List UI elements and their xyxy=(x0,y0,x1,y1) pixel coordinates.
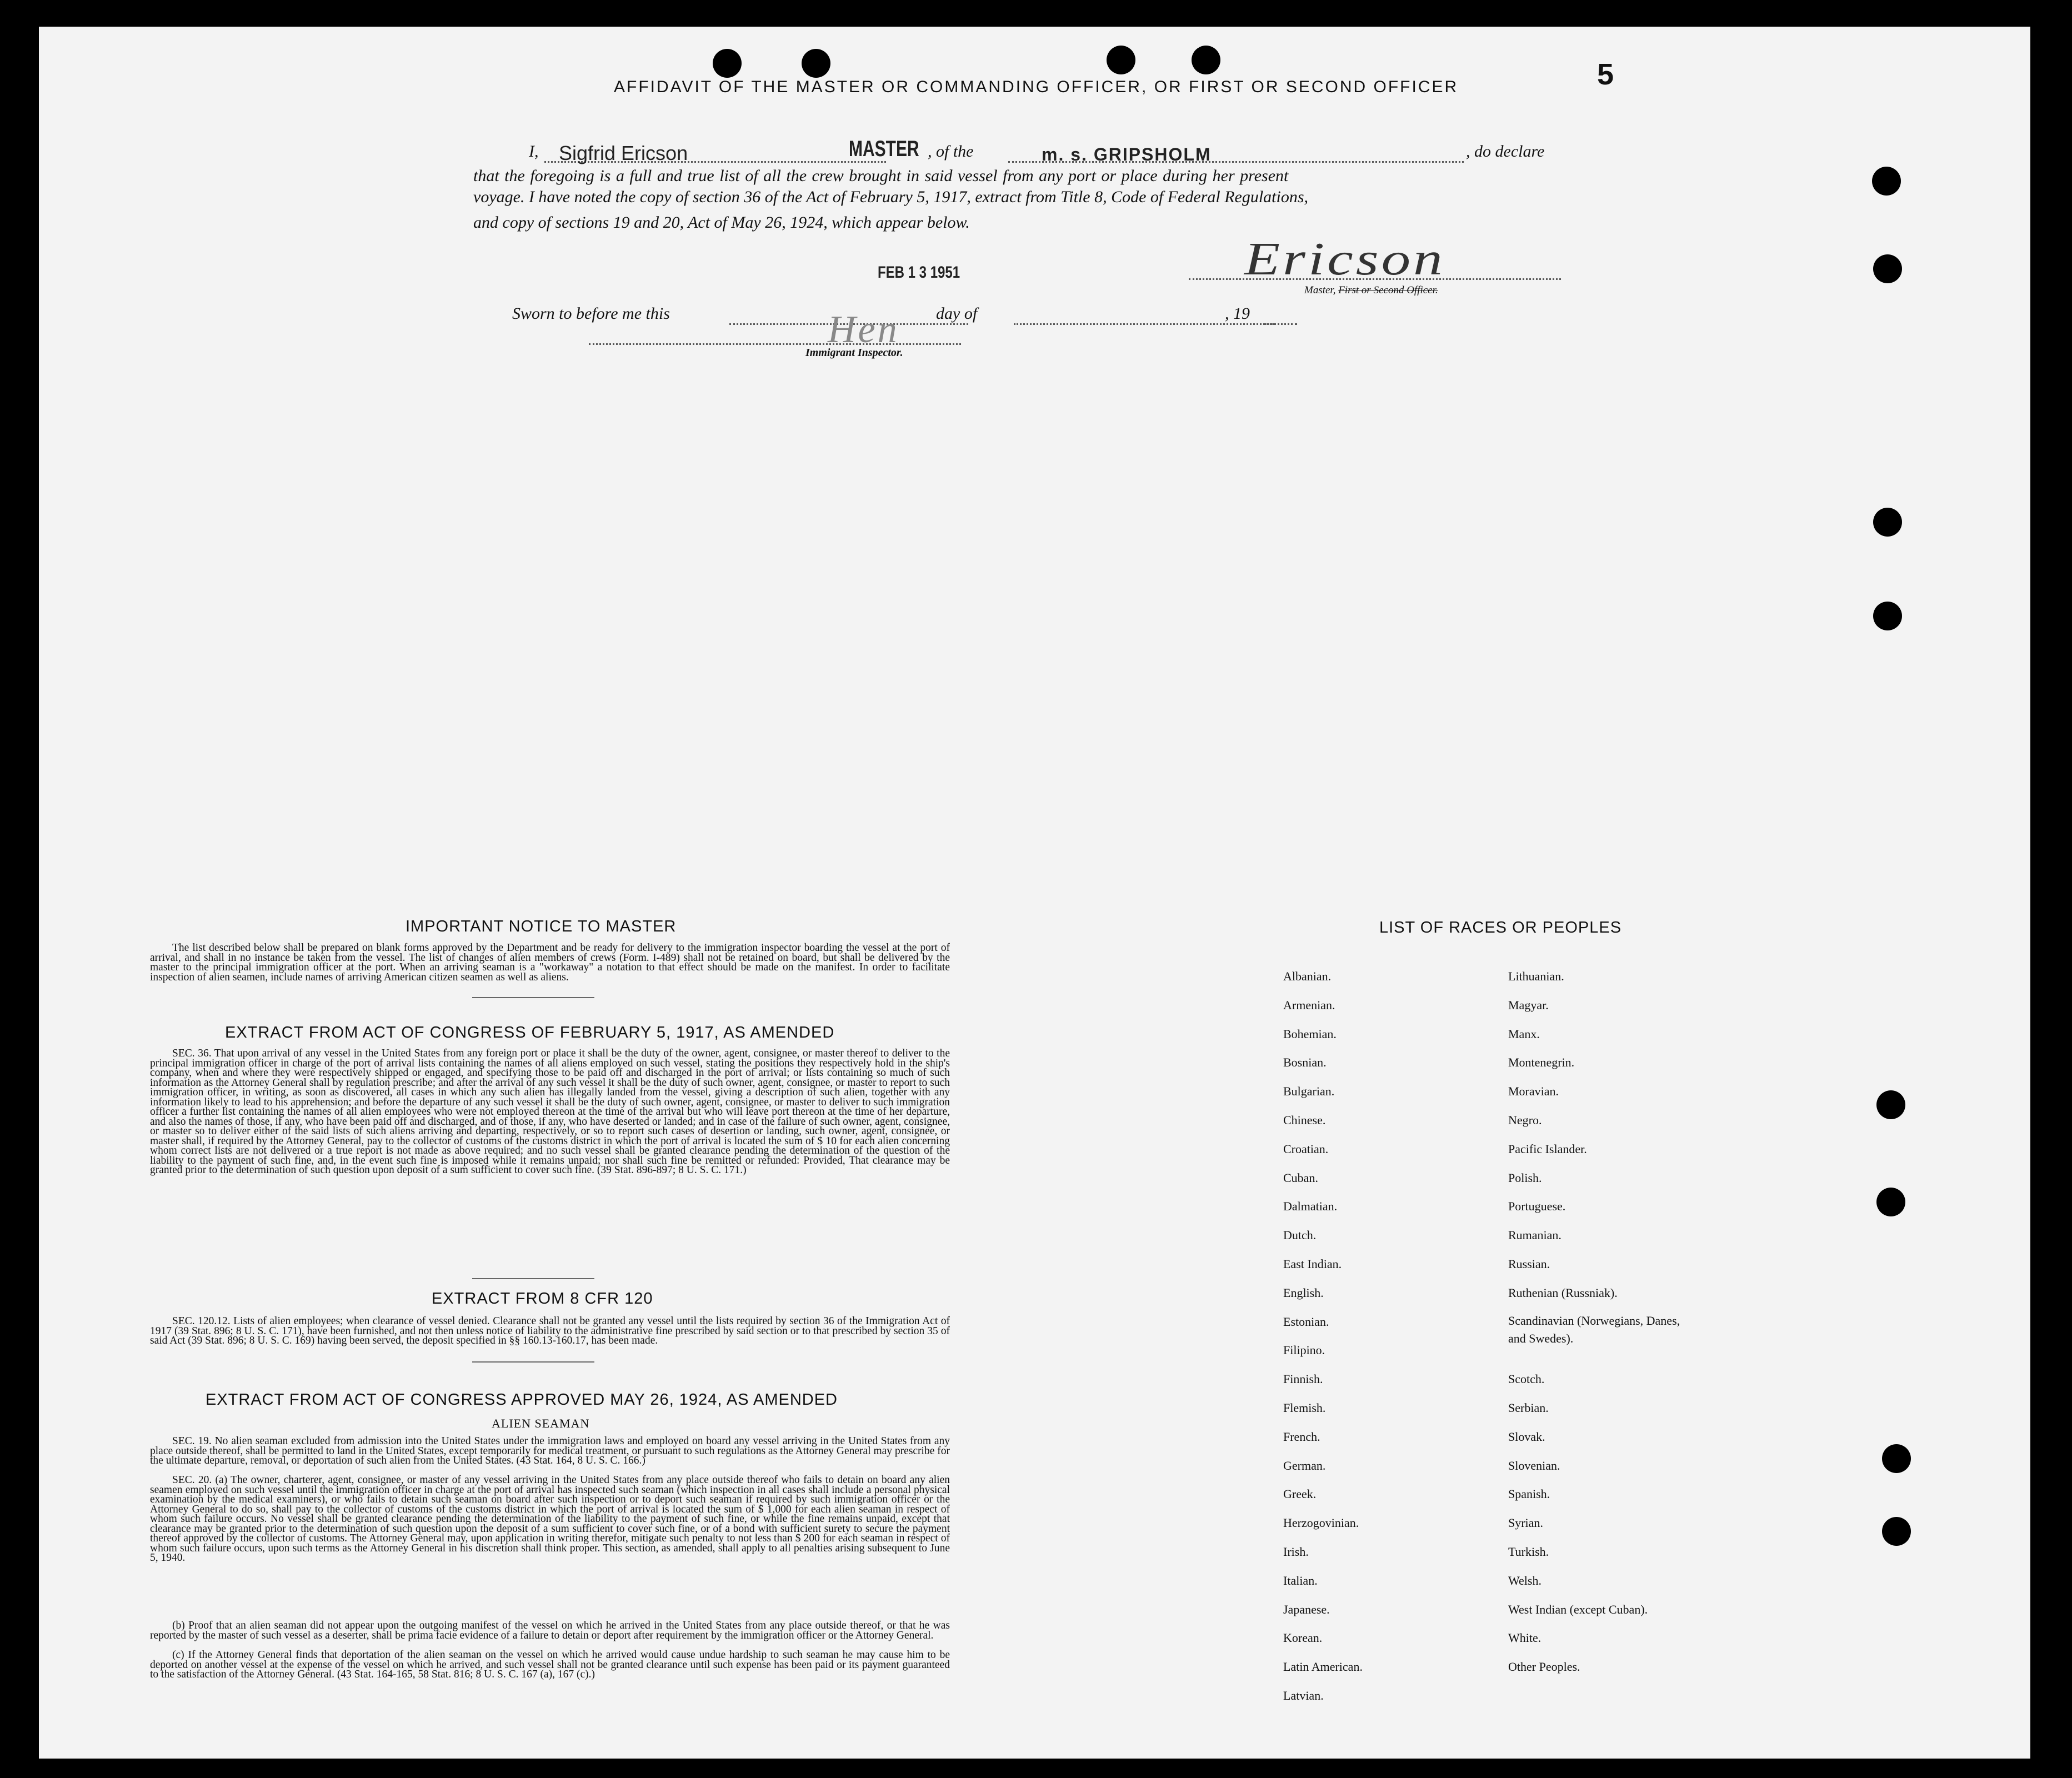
race-item: Latvian. xyxy=(1283,1689,1324,1702)
race-item: Chinese. xyxy=(1283,1113,1326,1127)
race-item: Moravian. xyxy=(1508,1084,1559,1099)
notice-text: The list described below shall be prepared on blank forms approved by the Department and be ready for delivery to the immigration inspector boarding the vessel at the port of arrival, and shall in no instance be taken from the vessel. The list of changes of alien members of crews (Form. I-489) shall not be retained on board, but shall be delivered by the master to the principal immigration officer at the port. When an arriving seaman is a "workaway" a notation to that effect should be made on the manifest. In order to facilitate inspection of alien seamen, include names of arriving American citizen seamen as well as aliens. xyxy=(150,942,950,983)
alien-seaman-subheading: ALIEN SEAMAN xyxy=(492,1416,590,1430)
affidavit-title: AFFIDAVIT OF THE MASTER OR COMMANDING OFFICER, OR FIRST OR SECOND OFFICER xyxy=(614,78,1459,96)
declaration-line: voyage. I have noted the copy of section 36 of the Act of February 5, 1917, extract from Title 8, Code of Federal Regulations, xyxy=(473,188,1309,206)
notice-heading: IMPORTANT NOTICE TO MASTER xyxy=(406,918,677,935)
race-item: Latin American. xyxy=(1283,1660,1363,1674)
sec20a-text: SEC. 20. (a) The owner, charterer, agent, consignee, or master of any vessel arriving in the United States from any place outside thereof who fails to detain on board any alien seamen employed on such vessel until the immigration officer in charge at the port of arrival has inspected such seaman (which inspection in all cases shall include a personal physical examination by the medical examiners), or who fails to detain such seaman on board after such inspection or to deport such seaman if required by such immigration officer or the Attorney General to do so, shall pay to the collector of customs of the customs district in which the port of arrival is located the sum of $ 1,000 for each alien seaman in respect of whom such failure occurs. No vessel shall be granted clearance pending the determination of the liability to the payment of such fine, or while the fine remains unpaid, except that clearance may be granted prior to the determination of such question upon the deposit of a sum sufficient to cover such fine, or of a bond with sufficient surety to secure the payment thereof approved by the collector of customs. The Attorney General may, upon application in writing therefor, mitigate such penalty to not less than $ 200 for each seaman in respect of whom such failure occurs, upon such terms as the Attorney General in his discretion shall think proper. This section, as amended, shall apply to all penalties arising subsequent to June 5, 1940. xyxy=(150,1474,950,1564)
race-item: Turkish. xyxy=(1508,1545,1549,1559)
sworn-label: Sworn to before me this xyxy=(512,304,670,323)
race-item: Spanish. xyxy=(1508,1487,1550,1501)
race-item: Lithuanian. xyxy=(1508,969,1564,983)
punch-hole xyxy=(1876,1188,1905,1216)
punch-hole xyxy=(1882,1444,1911,1473)
signature-caption-struck: First or Second Officer. xyxy=(1338,284,1438,296)
race-item: English. xyxy=(1283,1285,1324,1300)
race-item: Ruthenian (Russniak). xyxy=(1508,1285,1618,1300)
race-item: Greek. xyxy=(1283,1487,1317,1501)
do-declare-label: , do declare xyxy=(1466,142,1545,161)
cfr-heading: EXTRACT FROM 8 CFR 120 xyxy=(432,1290,653,1308)
signature-caption xyxy=(1304,284,1438,297)
divider xyxy=(472,997,594,998)
race-item: Magyar. xyxy=(1508,998,1549,1012)
race-item: Russian. xyxy=(1508,1257,1550,1271)
race-item: West Indian (except Cuban). xyxy=(1508,1602,1648,1616)
punch-hole xyxy=(1107,46,1135,74)
inspector-caption: Immigrant Inspector. xyxy=(805,347,903,359)
date-stamp: FEB 1 3 1951 xyxy=(878,263,960,282)
punch-hole xyxy=(1873,508,1902,537)
race-item: Filipino. xyxy=(1283,1343,1325,1358)
race-item: German. xyxy=(1283,1458,1326,1473)
year-line xyxy=(1264,323,1297,325)
race-item: Dalmatian. xyxy=(1283,1199,1338,1214)
declarant-name: Sigfrid Ericson xyxy=(559,142,688,164)
declaration-line: that the foregoing is a full and true list of all the crew brought in said vessel from any port or place during her present xyxy=(473,167,1289,185)
punch-hole xyxy=(802,49,830,78)
declaration-line: and copy of sections 19 and 20, Act of May 26, 1924, which appear below. xyxy=(473,213,970,232)
race-item: Dutch. xyxy=(1283,1228,1317,1243)
divider xyxy=(472,1278,594,1279)
race-item: Herzogovinian. xyxy=(1283,1516,1359,1530)
race-item: Manx. xyxy=(1508,1026,1540,1041)
race-item: Bohemian. xyxy=(1283,1026,1337,1041)
page-mark: 5 xyxy=(1597,58,1614,91)
race-item: Bosnian. xyxy=(1283,1055,1327,1070)
sec19-text: SEC. 19. No alien seaman excluded from admission into the United States under the immigration laws and employed on board any vessel arriving in the United States from any place outside thereof, shall be permitted to land in the United States, except temporarily for medical treatment, or pursuant to such regulations as the Attorney General may prescribe for the ultimate departure, removal, or deportation of such alien from the United States. (43 Stat. 164, 8 U. S. C. 166.) xyxy=(150,1435,950,1466)
race-item: Irish. xyxy=(1283,1545,1309,1559)
race-item: Other Peoples. xyxy=(1508,1660,1580,1674)
punch-hole xyxy=(1873,602,1902,630)
race-item: Bulgarian. xyxy=(1283,1084,1335,1099)
day-of-label: day of xyxy=(936,304,978,323)
race-item: Polish. xyxy=(1508,1170,1542,1185)
sec20b-text: (b) Proof that an alien seaman did not appear upon the outgoing manifest of the vessel on which he arrived in the United States from any place outside thereof, or that he was reported by the master of such vessel as a deserter, shall be prima facie evidence of a failure to detain or deport after requirement by the immigration officer or the Attorney General. xyxy=(150,1620,950,1641)
divider xyxy=(472,1361,594,1363)
year-label: , 19 xyxy=(1225,304,1250,323)
extract-1917-heading: EXTRACT FROM ACT OF CONGRESS OF FEBRUARY 5, 1917, AS AMENDED xyxy=(225,1024,835,1041)
form-sheet xyxy=(39,27,2030,1759)
extract-1917-text: SEC. 36. That upon arrival of any vessel in the United States from any foreign port or place it shall be the duty of the owner, agent, consignee, or master thereof to deliver to the principal immigration officer in charge of the port of arrival lists containing the names of all aliens employed on such vessel, stating the positions they respectively hold in the ship's company, when and where they were respectively shipped or engaged, and specifying those to be paid off and discharged in the port of arrival; or lists containing so much of such information as the Attorney General shall by regulation prescribe; and after the arrival of any such vessel it shall be the duty of such owner, agent, consignee, or master to report to such immigration officer, in writing, as soon as discovered, all cases in which any such alien has illegally landed from the vessel, giving a description of such alien, together with any information likely to lead to his apprehension; and before the departure of any such vessel it shall be the duty of such owner, agent, consignee, or master to deliver to such immigration officer a further list containing the names of all alien employees who were not employed thereon at the time of the arrival but who will leave port thereon at the time of her departure, and also the names of those, if any, who have been paid off and discharged, and of those, if any, who have deserted or landed; and in case of the failure of such owner, agent, consignee, or master so to deliver either of the said lists of such aliens arriving and departing, respectively, or so to report such cases of desertion or landing, such owner, agent, consignee, or master shall, if required by the Attorney General, pay to the collector of customs of the customs district in which the port of arrival is located the sum of $ 10 for each alien concerning whom correct lists are not delivered or a true report is not made as above required; and no such vessel shall be granted clearance pending the determination of the question of the liability to the payment of such fine, and, in the event such fine is imposed while it remains unpaid; nor shall such fine be remitted or refunded: Provided, That clearance may be granted prior to the determination of such question upon deposit of a sum sufficient to cover such fine. (39 Stat. 896-897; 8 U. S. C. 171.) xyxy=(150,1048,950,1176)
race-item: Korean. xyxy=(1283,1631,1323,1645)
race-item: Cuban. xyxy=(1283,1170,1318,1185)
race-item: Negro. xyxy=(1508,1113,1542,1127)
race-item: Portuguese. xyxy=(1508,1199,1566,1214)
extract-1924-heading: EXTRACT FROM ACT OF CONGRESS APPROVED MAY 26, 1924, AS AMENDED xyxy=(206,1391,838,1409)
of-the-label: , of the xyxy=(928,142,974,161)
signature-caption-master: Master, xyxy=(1304,284,1336,296)
rank-stamp: MASTER xyxy=(849,137,919,161)
punch-hole xyxy=(1873,254,1902,283)
race-item: Estonian. xyxy=(1283,1314,1329,1329)
race-item: Montenegrin. xyxy=(1508,1055,1575,1070)
sec20c-text: (c) If the Attorney General finds that deportation of the alien seaman on the vessel on which he arrived would cause undue hardship to such seaman he may cause him to be deported on another vessel at the expense of the vessel on which he arrived, and such vessel shall not be granted clearance until such expense has been paid or its payment guaranteed to the satisfaction of the Attorney General. (43 Stat. 164-165, 58 Stat. 816; 8 U. S. C. 167 (a), 167 (c).) xyxy=(150,1649,950,1680)
race-item: French. xyxy=(1283,1429,1320,1444)
race-item: Syrian. xyxy=(1508,1516,1543,1530)
race-item: Croatian. xyxy=(1283,1141,1329,1156)
race-item: Slovak. xyxy=(1508,1429,1545,1444)
punch-hole xyxy=(1192,46,1220,74)
punch-hole xyxy=(1876,1090,1905,1119)
race-item: Flemish. xyxy=(1283,1401,1326,1415)
declarant-label: I, xyxy=(529,142,539,161)
race-item: Rumanian. xyxy=(1508,1228,1561,1243)
signature-line xyxy=(1189,278,1561,280)
race-item: Serbian. xyxy=(1508,1401,1549,1415)
month-line xyxy=(1014,323,1275,325)
vessel-name: m. s. GRIPSHOLM xyxy=(1042,144,1212,164)
race-item: East Indian. xyxy=(1283,1257,1342,1271)
punch-hole xyxy=(713,49,742,78)
race-item: Pacific Islander. xyxy=(1508,1141,1587,1156)
race-item: White. xyxy=(1508,1631,1542,1645)
race-item: Italian. xyxy=(1283,1573,1318,1587)
cfr-text: SEC. 120.12. Lists of alien employees; when clearance of vessel denied. Clearance shall not be granted any vessel until the lists required by section 36 of the Immigration Act of 1917 (39 Stat. 896; 8 U. S. C. 171), have been furnished, and not then unless notice of liability to the administrative fine prescribed by said section or to that prescribed by section 35 of said Act (39 Stat. 896; 8 U. S. C. 169) having been served, the deposit specified in §§ 160.13-160.17, has been made. xyxy=(150,1315,950,1346)
race-item: Scotch. xyxy=(1508,1372,1545,1386)
punch-hole xyxy=(1872,167,1901,196)
race-item: Armenian. xyxy=(1283,998,1335,1012)
race-item-scandinavian: Scandinavian (Norwegians, Danes, and Swedes). xyxy=(1508,1313,1680,1345)
race-item: Welsh. xyxy=(1508,1573,1542,1587)
inspector-signature: Hen xyxy=(828,308,899,351)
race-item: Albanian. xyxy=(1283,969,1332,983)
punch-hole xyxy=(1882,1517,1911,1546)
race-item: Finnish. xyxy=(1283,1372,1323,1386)
master-signature: Ericson xyxy=(1244,233,1445,285)
inspector-line xyxy=(589,343,961,345)
race-item: Slovenian. xyxy=(1508,1458,1560,1473)
race-item: Japanese. xyxy=(1283,1602,1330,1616)
races-heading: LIST OF RACES OR PEOPLES xyxy=(1379,919,1622,936)
